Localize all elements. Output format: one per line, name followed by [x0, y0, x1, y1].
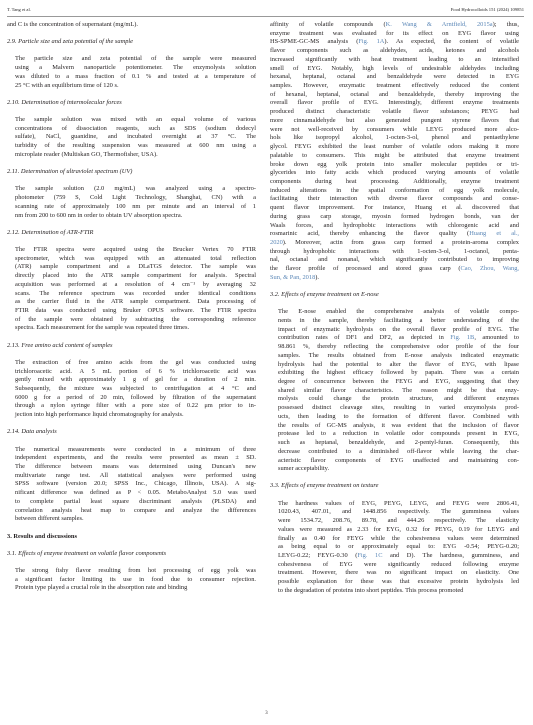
section-spacer	[7, 108, 256, 117]
paragraph	[7, 55, 256, 90]
section-spacer	[7, 90, 256, 99]
section-spacer	[7, 177, 256, 186]
text-line: ucts, then leading to the formation of different flavor. Combined with	[278, 412, 519, 420]
left-column	[7, 21, 256, 593]
text-line: increased significantly with heat treatment leading to an intensified	[270, 55, 519, 63]
text-line: induced alterations in the spatial conformation of egg yolk molecule,	[270, 186, 519, 194]
text-line: glycol. FEYG exhibited the least number of volatile odors making it more	[270, 143, 519, 151]
text-line: turbidity of the resulting suspension was measured at 600 nm using a	[15, 142, 256, 150]
text-line: a significant factor limiting its use in food due to consumer rejection.	[15, 575, 256, 583]
subsection-heading: 2.11. Determination of ultraviolet spectrum (UV)	[7, 168, 133, 176]
section-heading: 3. Results and discussions	[7, 532, 77, 540]
text-line: were not well-received by consumers while LEYG produced more alco-	[270, 125, 519, 133]
text-line: trichloroacetic acid. A 5 mL portion of 6 % trichloroacetic acid was	[15, 367, 256, 375]
section-spacer	[7, 437, 256, 446]
subsection-heading: 2.10. Determination of intermolecular forces	[7, 98, 122, 106]
text-line: facilitating their interaction with diverse flavor compounds and conse-	[270, 195, 519, 203]
text-line: impact of enzymatic hydrolysis on the overall flavor profile of EYG. The	[278, 325, 519, 333]
section-spacer	[270, 300, 519, 309]
text-line: microplate reader (Multiskan GO, Thermofisher, USA).	[15, 150, 158, 158]
text-line: 1020.43, 407.01, and 1448.856 respectively. The gumminess values	[278, 508, 519, 516]
text-line: cohesiveness of EYG were significantly reduced following enzyme	[278, 560, 519, 568]
text-line: palatable to consumers. This might be attributed that enzyme treatment	[270, 151, 519, 159]
text-line: protease led to a reduction in volatile odor compounds present in EYG,	[278, 430, 519, 438]
text-line: correlation analysis heat map to compare and analyze the differences	[15, 506, 256, 514]
text-line: jection into high performance liquid chromatography for analysis.	[15, 411, 184, 419]
text-line: more cinnamaldehyde but also generated pungent styrene flavors that	[270, 116, 519, 124]
section-spacer	[7, 160, 256, 169]
text-line: broke down egg yolk protein into smaller molecular peptides or tri-	[270, 160, 519, 168]
text-line: The sample solution was mixed with an equal volume of various	[15, 116, 256, 124]
text-line: independent experiments, and the results were presented as mean ± SD.	[15, 454, 256, 462]
text-line: the results of GC-MS analysis, it was evident that the inclusion of flavor	[278, 421, 519, 429]
text-line: rosmarinic acid, thereby enhancing the flavor quality (Huang et al.,	[270, 230, 519, 238]
paragraph	[7, 567, 256, 593]
text-line: flavor components such as aldehydes, acids, ketones and alcohols	[270, 47, 519, 55]
section-spacer	[7, 524, 256, 533]
text-line: was diluted to a mass fraction of 0.1 % and tested at a temperature of	[15, 72, 256, 80]
text-line: through a nylon syringe filter with a pore size of 0.22 μm prior to in-	[15, 402, 256, 410]
text-line: LEYG-0.22; FEYG-0.30 (Fig. 1C and D). The hardness, gumminess, and	[278, 551, 519, 559]
text-line: The strong fishy flavor resulting from hot processing of egg yolk was	[15, 567, 256, 574]
text-line: The numerical measurements were conducted in a minimum of three	[15, 445, 256, 453]
text-line: affinity of volatile compounds (K. Wang & Arntfield, 2015a); thus,	[270, 21, 519, 28]
citation-link[interactable]: Fig. 1A	[358, 38, 385, 46]
citation-link[interactable]: K. Wang & Arntfield, 2015a	[385, 21, 493, 28]
text-line: overall flavor profile of EYG. Interestingly, different enzyme treatments	[270, 99, 519, 107]
text-line: The sample solution (2.0 mg/mL) was analyzed using a spectro-	[15, 185, 256, 193]
text-line: The extraction of free amino acids from the gel was conducted using	[15, 358, 256, 366]
text-line: samples. However, enzymatic treatment effectively reduced the content	[270, 82, 519, 90]
text-line: such as heptanal, benzaldehyde, and 2-pentyl-furan. Consequently, this	[278, 439, 519, 447]
text-line: directly placed into the ATR sample compartment for analysis. Spectral	[15, 272, 256, 280]
section-spacer	[7, 220, 256, 229]
text-line: to the degradation of proteins into short peptides. This process promoted	[278, 586, 464, 594]
text-line: photometer (759 S, Cold Light Technology, Shanghai, CN) with a	[15, 194, 256, 202]
subsection-heading: 2.12. Determination of ATR-FTIR	[7, 228, 94, 236]
text-line: hols like isopropyl alcohol, 1-octen-3-ol, phenol and pentaethylene	[270, 134, 519, 142]
paragraph	[7, 246, 256, 333]
text-line: possible explanation for these was that excessive protein hydrolysis led	[278, 578, 519, 586]
section-spacer	[7, 420, 256, 429]
text-line: acquisition was performed at a resolution of 4 cm⁻¹ by averaging 32	[15, 280, 256, 288]
section-spacer	[7, 541, 256, 550]
text-line: exhibiting the highest efficacy followed by papain. There was a certain	[278, 369, 519, 377]
subsection-heading: 3.2. Effects of enzyme treatment on E-nose	[270, 291, 379, 299]
text-line: to complete partial least square discriminant analysis (PLSDA) and	[15, 497, 256, 505]
text-line: contribution rates of DF1 and DF2, as depicted in Fig. 1B, amounted to	[278, 334, 520, 342]
text-line: decrease contributed to a diminished off-flavor while leaving the char-	[278, 447, 519, 455]
text-line: possessed distinct cleavage sites, resulting in varied enzymolysis prod-	[278, 404, 519, 412]
subsection-heading: 2.9. Particle size and zeta potential of the sample	[7, 38, 134, 46]
text-line: scanning rate of approximately 100 nm per minute and an interval of 1	[15, 202, 256, 210]
text-line: concentrations of dissociation reagents, such as SDS (sodium dodecyl	[15, 124, 256, 132]
text-line: The difference between means was determined using Duncan's new	[15, 463, 256, 471]
text-line: of hexanal, heptanal, octanal and benzaldehyde, thereby improving the	[270, 90, 519, 98]
text-line: the flavor profile of processed and stored grass carp (Cao, Zhou, Wang,	[270, 265, 519, 273]
text-line: enzyme treatment was evaluated for its effect on EYG flavor using	[270, 29, 519, 37]
text-line: spectrometer, which was equipped with an attenuated total reflection	[15, 254, 256, 262]
text-line: (ATR) sample compartment and a DLaTGS detector. The sample was	[15, 263, 256, 271]
section-spacer	[270, 283, 519, 292]
text-line: The E-nose enabled the comprehensive analysis of volatile compo-	[278, 308, 519, 316]
text-line: produced distinct characteristic volatile flavor substances; PEYG had	[270, 108, 519, 116]
text-line: through hydrophobic interactions with 1-octen-3-ol, 1-octanol, penta-	[270, 247, 519, 255]
text-line: Subsequently, the mixture was subjected to centrifugation at 4 °C and	[15, 385, 256, 392]
text-line: glycerides into fatty acids which produced varying amounts of volatile	[270, 169, 519, 177]
text-line: 2020). Moreover, actin from grass carp formed a protein-aroma complex	[270, 238, 519, 246]
text-line: degree of concurrence between the FEYG and EYG, suggesting that they	[278, 378, 519, 386]
text-line: of the sample were obtained by subtracting the corresponding reference	[15, 315, 256, 323]
paragraph	[7, 185, 256, 220]
paragraph	[7, 359, 256, 420]
section-spacer	[7, 350, 256, 359]
text-line: Waals forces, and hydrophobic interactions with chlorogenic acid and	[270, 221, 519, 229]
text-line: Protein type played a crucial role in the absorption rate and binding	[15, 584, 188, 592]
text-line: between different samples.	[15, 515, 84, 523]
section-spacer	[270, 474, 519, 483]
text-line: Sun, & Pan, 2018).	[270, 273, 320, 281]
citation-link[interactable]: 2020	[270, 238, 283, 246]
paragraph	[270, 500, 519, 596]
text-line: values were measured as 2.33 for EYG, 0.32 for PEYG, 0.19 for LEYG and	[278, 525, 519, 533]
text-line: 6000 g for a period of 20 min, followed by filtration of the supernatant	[15, 393, 256, 401]
section-spacer	[7, 47, 256, 56]
text-line: The hardness values of EYG, PEYG, LEYG, and FEYG were 2806.41,	[278, 499, 519, 507]
text-line: components during heat processing. Additionally, enzyme treatment	[270, 177, 519, 185]
text-line: FTIR data was conducted using Bruker OPUS software. The FTIR spectra	[15, 306, 256, 314]
section-spacer	[7, 237, 256, 246]
running-author: T. Tang et al.	[7, 7, 31, 12]
text-line: samples. The results obtained from E-nose analysis indicated enzymatic	[278, 351, 519, 359]
citation-link[interactable]: Huang et al.,	[469, 230, 519, 238]
text-line: as the carrier fluid in the ATR sample compartment. Data processing of	[15, 298, 256, 306]
text-line: shared similar flavor characteristics. The reason might be that enzy-	[278, 386, 519, 394]
text-line: nificant difference was defined as P < 0.05. MetaboAnalyst 5.0 was used	[15, 489, 256, 497]
text-line: as being equal to or approximately equal to: EYG -0.54; PEYG-0.20;	[278, 543, 519, 551]
header-rule	[7, 16, 524, 17]
section-spacer	[7, 333, 256, 342]
text-line: SPSS software (version 20.0; SPSS Inc., Chicago, Illinois, USA). A sig-	[15, 480, 256, 488]
text-line: 25 °C with an equilibrium time of 120 s.	[15, 81, 119, 89]
section-spacer	[7, 30, 256, 39]
paragraph	[7, 21, 256, 30]
text-line: spectra. Each measurement for the sample was repeated three times.	[15, 324, 190, 332]
paragraph	[270, 308, 519, 474]
subsection-heading: 3.1. Effects of enzyme treatment on volatile flavor components	[7, 549, 167, 557]
text-line: treatment. However, there was no significant impact on elasticity. One	[278, 569, 519, 577]
text-line: sulfate), NaCl, guanidine, and incubated overnight at 37 °C. The	[15, 133, 256, 141]
paragraph	[7, 116, 256, 160]
paragraph	[270, 21, 519, 283]
text-line: finally as 0.40 for FEYG while the cohesiveness values were determined	[278, 534, 519, 542]
text-line: were 1534.72, 208.76, 89.78, and 444.26 respectively. The elasticity	[278, 517, 519, 525]
text-line: smell of EYG. Notably, high levels of undesirable aldehydes including	[270, 64, 519, 72]
text-line: The FTIR spectra were acquired using the Brucker Vertex 70 FTIR	[15, 245, 256, 253]
text-line: nents in the sample, thereby facilitating a better understanding of the	[278, 317, 519, 324]
text-line: using a Malvern nanoparticle potentiometer. The enzymolysis solution	[15, 64, 256, 72]
section-spacer	[7, 559, 256, 568]
text-line: during grass carp storage, myosin formed hydrogen bonds, van der	[270, 212, 519, 220]
text-line: hexanal, heptanal, octanal and benzaldehyde were detected in EYG	[270, 73, 519, 81]
journal-citation: Food Hydrocolloids 151 (2024) 109851	[450, 7, 524, 12]
citation-link[interactable]: Sun, & Pan, 2018	[270, 273, 316, 281]
right-column	[270, 21, 519, 596]
subsection-heading: 2.13. Free amino acid content of samples	[7, 341, 113, 349]
subsection-heading: 3.3. Effects of enzyme treatment on texture	[270, 482, 379, 490]
text-line: quent flavor improvement. For instance, Huang et al. discovered that	[270, 204, 519, 212]
section-spacer	[270, 491, 519, 500]
text-line: 98.861 %, thereby reflecting the comprehensive odor profile of the four	[278, 343, 519, 351]
paragraph	[7, 446, 256, 524]
text-line: multivariate range test. All statistical analyses were performed using	[15, 471, 256, 479]
citation-link[interactable]: Cao, Zhou, Wang,	[460, 265, 519, 273]
citation-link[interactable]: Fig. 1C	[357, 551, 383, 559]
text-line: molysis could change the protein structure, and different enzymes	[278, 395, 519, 403]
text-line: sumer acceptability.	[278, 465, 330, 473]
text-line: hydrolysis had the potential to alter the flavor of EYG, with lipase	[278, 360, 519, 368]
text-line: nal, octanal and nonanal, which significantly contributed to improving	[270, 256, 519, 264]
text-line: and C is the concentration of supernatant (mg/mL).	[7, 21, 138, 28]
citation-link[interactable]: Fig. 1B	[450, 334, 475, 342]
text-line: gently mixed with approximately 1 g of gel for a duration of 2 min.	[15, 376, 256, 384]
text-line: acteristic flavor components of EYG unaffected and maintaining con-	[278, 456, 519, 464]
text-line: scans. The reference spectrum was recorded under identical conditions	[15, 289, 256, 297]
page-number: 3	[265, 711, 268, 716]
text-line: HS-SPME-GC-MS analysis (Fig. 1A). As expected, the content of volatile	[270, 38, 519, 46]
text-line: The particle size and zeta potential of the sample were measured	[15, 55, 256, 63]
text-line: nm from 200 to 600 nm in order to obtain UV absorption spectra.	[15, 211, 183, 219]
subsection-heading: 2.14. Data analysis	[7, 428, 57, 436]
